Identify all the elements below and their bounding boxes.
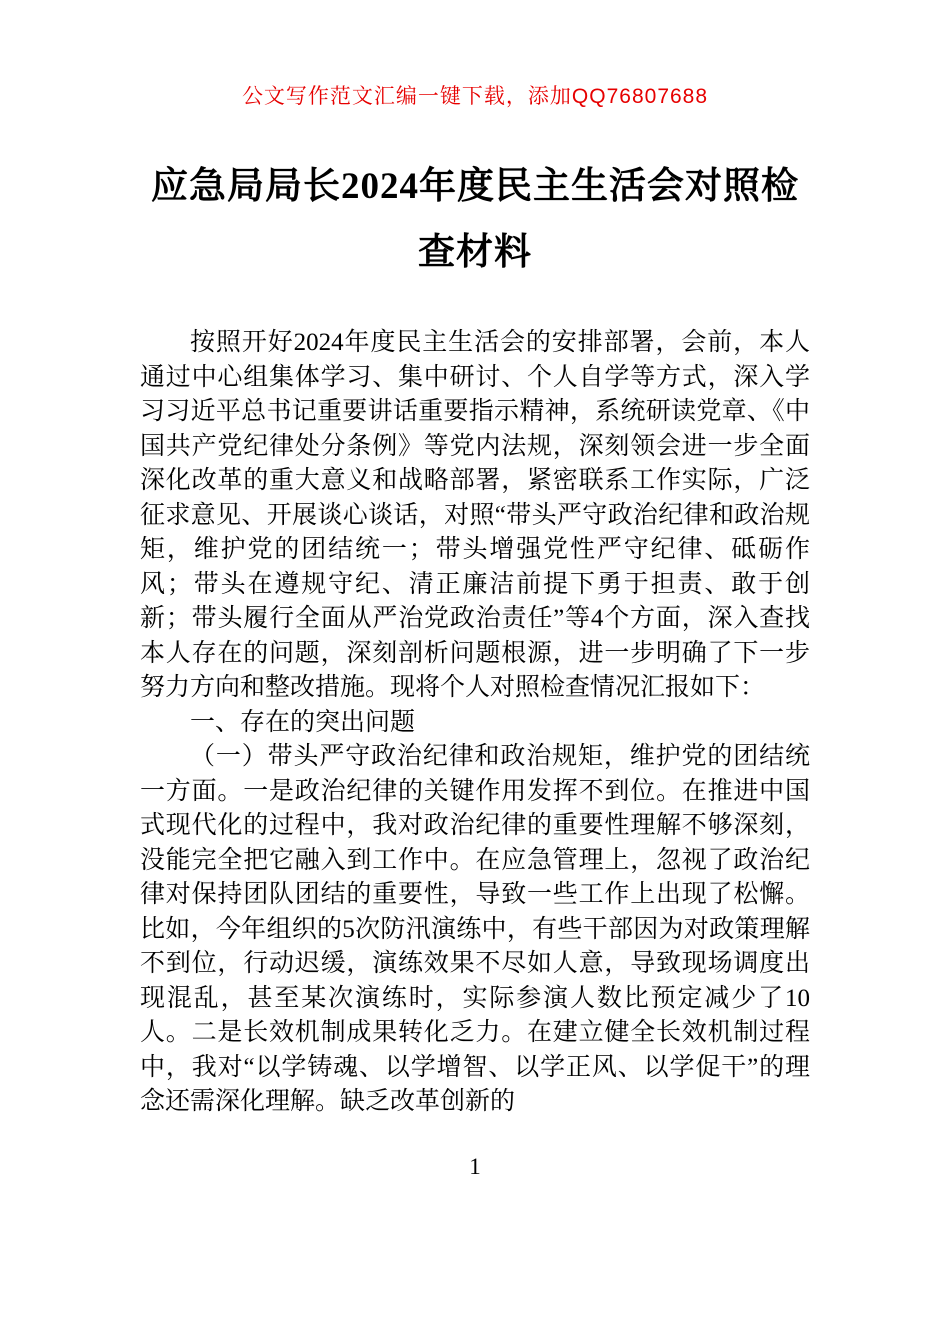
document-title: 应急局局长2024年度民主生活会对照检查材料 xyxy=(151,166,799,273)
document-body xyxy=(140,326,810,1120)
header-ad-notice: 公文写作范文汇编一键下载，添加QQ76807688 xyxy=(241,85,709,108)
intro-paragraph: 按照开好2024年度民主生活会的安排部署，会前，本人通过中心组集体学习、集中研讨、个人自学等方式，深入学习习近平总书记重要讲话重要指示精神，系统研读党章、《中国共产党纪律处分条例》等党内法规，深刻领会进一步全面深化改革的重大意义和战略部署，紧密联系工作实际，广泛征求意见、开展谈心谈话，对照“带头严守政治纪律和政治规矩，维护党的团结统一；带头增强党性严守纪律、砥砺作风；带头在遵规守纪、清正廉洁前提下勇于担责、敢于创新；带头履行全面从严治党政治责任”等4个方面，深入查找本人存在的问题，深刻剖析问题根源，进一步明确了下一步努力方向和整改措施。现将个人对照检查情况汇报如下： xyxy=(140,329,810,701)
section-heading-problems: 一、存在的突出问题 xyxy=(190,708,416,736)
page-number: 1 xyxy=(469,1153,481,1179)
subsection-paragraph-1: （一）带头严守政治纪律和政治规矩，维护党的团结统一方面。一是政治纪律的关键作用发挥不到位。在推进中国式现代化的过程中，我对政治纪律的重要性理解不够深刻，没能完全把它融入到工作中。在应急管理上，忽视了政治纪律对保持团队团结的重要性，导致一些工作上出现了松懈。比如，今年组织的5次防汛演练中，有些干部因为对政策理解不到位，行动迟缓，演练效果不尽如人意，导致现场调度出现混乱，甚至某次演练时，实际参演人数比预定减少了10人。二是长效机制成果转化乏力。在建立健全长效机制过程中，我对“以学铸魂、以学增智、以学正风、以学促干”的理念还需深化理解。缺乏改革创新的 xyxy=(140,743,810,1115)
